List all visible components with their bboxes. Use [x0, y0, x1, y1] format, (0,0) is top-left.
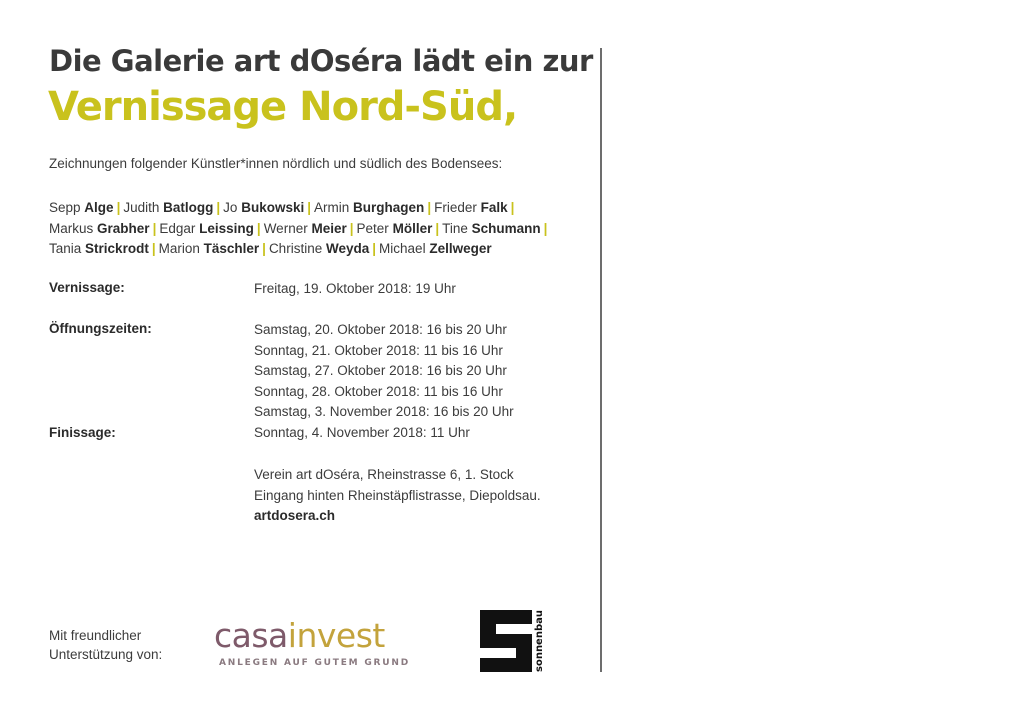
separator: |: [262, 241, 266, 256]
artist-first-name: Peter: [356, 220, 389, 236]
divider-line: [600, 48, 602, 672]
artist-first-name: Frieder: [434, 200, 477, 215]
separator: |: [543, 220, 548, 236]
casainvest-tagline: ANLEGEN AUF GUTEM GRUND: [219, 658, 410, 668]
separator: |: [116, 200, 121, 215]
separator: |: [427, 200, 432, 215]
invest-word: invest: [287, 616, 385, 655]
artist-first-name: Armin: [314, 200, 350, 215]
opening-time: Samstag, 20. Oktober 2018: 16 bis 20 Uhr: [254, 322, 507, 337]
artist-first-name: Christine: [268, 241, 323, 256]
artist-last-name: Alge: [84, 200, 114, 215]
separator: |: [435, 220, 440, 236]
vernissage-label: Vernissage:: [49, 280, 125, 295]
separator: |: [372, 241, 377, 256]
artist-first-name: Tania: [49, 241, 82, 256]
sonnenbau-mark-icon: [472, 606, 564, 676]
sonnenbau-logo: [472, 606, 564, 676]
vernissage-date: Freitag, 19. Oktober 2018: 19 Uhr: [254, 281, 456, 296]
artist-first-name: Sepp: [49, 200, 81, 215]
support-line: Mit freundlicher: [49, 628, 142, 643]
separator: |: [510, 200, 515, 215]
artist-last-name: Zellweger: [429, 241, 492, 256]
casa-word: casa: [214, 616, 288, 655]
artist-last-name: Weyda: [325, 241, 370, 256]
finissage-date: Sonntag, 4. November 2018: 11 Uhr: [254, 424, 470, 440]
artist-last-name: Möller: [392, 220, 433, 236]
event-title: Vernissage Nord-Süd,: [48, 84, 518, 130]
artist-last-name: Täschler: [203, 241, 260, 256]
casainvest-logo: [214, 616, 414, 672]
artist-first-name: Judith: [123, 200, 160, 215]
artist-last-name: Burghagen: [353, 200, 425, 215]
artist-row: [49, 239, 550, 260]
separator: |: [349, 220, 354, 236]
artist-last-name: Schumann: [471, 220, 541, 236]
opening-time: Samstag, 27. Oktober 2018: 16 bis 20 Uhr: [254, 363, 507, 378]
opening-time: Sonntag, 21. Oktober 2018: 11 bis 16 Uhr: [254, 342, 503, 358]
casainvest-wordmark: [214, 616, 385, 655]
opening-time: Samstag, 3. November 2018: 16 bis 20 Uhr: [254, 404, 514, 419]
artist-last-name: Strickrodt: [85, 241, 149, 256]
invitation-heading: Die Galerie art dOséra lädt ein zur: [49, 44, 593, 78]
artist-row: [49, 198, 550, 219]
address-block: [254, 465, 541, 527]
artist-last-name: Batlogg: [163, 200, 214, 215]
separator: |: [152, 220, 157, 236]
opening-hours-label: Öffnungszeiten:: [49, 321, 152, 336]
artist-last-name: Grabher: [97, 220, 150, 236]
separator: |: [307, 200, 312, 215]
separator: |: [216, 200, 221, 215]
artist-last-name: Falk: [480, 200, 508, 215]
artist-first-name: Markus: [49, 220, 94, 236]
address-line: Eingang hinten Rheinstäpflistrasse, Diepoldsau.: [254, 487, 541, 503]
artist-first-name: Tine: [442, 220, 468, 236]
artist-first-name: Edgar: [159, 220, 196, 236]
separator: |: [256, 220, 261, 236]
opening-hours-list: [254, 320, 514, 443]
artist-last-name: Leissing: [199, 220, 254, 236]
artist-first-name: Marion: [158, 241, 200, 256]
opening-time: Sonntag, 28. Oktober 2018: 11 bis 16 Uhr: [254, 383, 503, 399]
separator: |: [151, 241, 156, 256]
support-line: Unterstützung von:: [49, 647, 163, 662]
website-link[interactable]: artdosera.ch: [254, 508, 336, 523]
artist-row: [49, 219, 550, 240]
finissage-label: Finissage:: [49, 425, 116, 440]
support-text: [49, 626, 162, 664]
artist-first-name: Michael: [379, 241, 426, 256]
artist-list: [49, 198, 550, 260]
artist-last-name: Bukowski: [241, 200, 305, 215]
artist-last-name: Meier: [311, 220, 347, 236]
sonnenbau-wordmark: sonnenbau: [534, 610, 545, 672]
intro-text: Zeichnungen folgender Künstler*innen nördlich und südlich des Bodensees:: [49, 156, 503, 171]
artist-first-name: Jo: [223, 200, 238, 215]
artist-first-name: Werner: [263, 220, 308, 236]
address-line: Verein art dOséra, Rheinstrasse 6, 1. Stock: [254, 467, 514, 482]
